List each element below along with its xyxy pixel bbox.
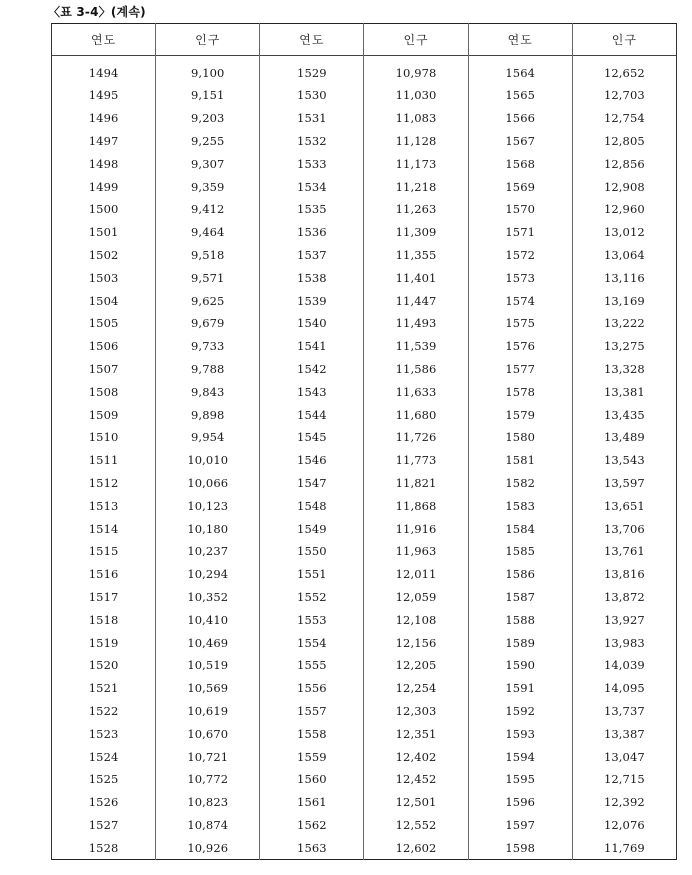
cell-year-3: 1586: [468, 563, 572, 586]
cell-population-2: 12,205: [364, 654, 468, 677]
cell-year-2: 1551: [260, 563, 364, 586]
cell-population-2: 11,539: [364, 335, 468, 358]
table-row: [52, 700, 677, 723]
header-population-2: 인구: [364, 24, 468, 56]
table-row: [52, 380, 677, 403]
cell-population-3: 13,012: [572, 221, 676, 244]
table-row: [52, 836, 677, 859]
cell-population-3: 13,064: [572, 244, 676, 267]
cell-population-1: 10,619: [156, 700, 260, 723]
cell-year-1: 1496: [52, 107, 156, 130]
cell-population-1: 10,066: [156, 472, 260, 495]
cell-population-2: 11,726: [364, 426, 468, 449]
cell-population-1: 9,100: [156, 56, 260, 85]
cell-year-2: 1562: [260, 814, 364, 837]
table-row: [52, 791, 677, 814]
cell-year-2: 1556: [260, 677, 364, 700]
cell-population-1: 9,679: [156, 312, 260, 335]
cell-population-1: 10,010: [156, 449, 260, 472]
cell-year-3: 1592: [468, 700, 572, 723]
cell-population-3: 13,983: [572, 631, 676, 654]
cell-population-1: 9,464: [156, 221, 260, 244]
cell-year-1: 1494: [52, 56, 156, 85]
table-row: [52, 677, 677, 700]
cell-year-2: 1540: [260, 312, 364, 335]
table-row: [52, 403, 677, 426]
cell-population-1: 9,625: [156, 289, 260, 312]
cell-population-2: 10,978: [364, 56, 468, 85]
cell-year-1: 1508: [52, 380, 156, 403]
cell-year-2: 1548: [260, 494, 364, 517]
cell-year-1: 1501: [52, 221, 156, 244]
cell-year-3: 1591: [468, 677, 572, 700]
cell-year-1: 1521: [52, 677, 156, 700]
cell-year-2: 1535: [260, 198, 364, 221]
cell-population-3: 13,489: [572, 426, 676, 449]
cell-population-3: 13,381: [572, 380, 676, 403]
header-year-3: 연도: [468, 24, 572, 56]
cell-year-3: 1571: [468, 221, 572, 244]
cell-population-2: 12,452: [364, 768, 468, 791]
cell-year-1: 1510: [52, 426, 156, 449]
table-row: [52, 244, 677, 267]
cell-population-2: 11,401: [364, 266, 468, 289]
cell-year-1: 1497: [52, 130, 156, 153]
table-row: [52, 312, 677, 335]
cell-year-1: 1515: [52, 540, 156, 563]
cell-year-2: 1543: [260, 380, 364, 403]
cell-year-3: 1577: [468, 358, 572, 381]
cell-year-2: 1546: [260, 449, 364, 472]
cell-population-3: 14,095: [572, 677, 676, 700]
cell-population-3: 12,960: [572, 198, 676, 221]
table-row: [52, 472, 677, 495]
header-population-3: 인구: [572, 24, 676, 56]
table-row: [52, 289, 677, 312]
cell-year-3: 1581: [468, 449, 572, 472]
cell-population-3: 13,872: [572, 586, 676, 609]
cell-year-3: 1570: [468, 198, 572, 221]
cell-year-2: 1563: [260, 836, 364, 859]
cell-population-2: 11,680: [364, 403, 468, 426]
cell-population-2: 11,083: [364, 107, 468, 130]
cell-year-1: 1499: [52, 175, 156, 198]
cell-population-1: 10,410: [156, 608, 260, 631]
cell-population-2: 11,030: [364, 84, 468, 107]
cell-year-1: 1518: [52, 608, 156, 631]
cell-population-1: 10,294: [156, 563, 260, 586]
cell-year-2: 1533: [260, 152, 364, 175]
cell-year-3: 1590: [468, 654, 572, 677]
cell-year-3: 1587: [468, 586, 572, 609]
cell-year-2: 1534: [260, 175, 364, 198]
cell-year-1: 1520: [52, 654, 156, 677]
table-row: [52, 335, 677, 358]
cell-population-3: 13,737: [572, 700, 676, 723]
cell-year-2: 1536: [260, 221, 364, 244]
cell-population-2: 12,552: [364, 814, 468, 837]
cell-year-2: 1529: [260, 56, 364, 85]
cell-population-3: 12,076: [572, 814, 676, 837]
table-row: [52, 56, 677, 85]
cell-population-2: 12,402: [364, 745, 468, 768]
table-row: [52, 358, 677, 381]
cell-year-3: 1584: [468, 517, 572, 540]
cell-year-1: 1502: [52, 244, 156, 267]
cell-population-2: 12,108: [364, 608, 468, 631]
cell-year-3: 1572: [468, 244, 572, 267]
cell-population-2: 11,493: [364, 312, 468, 335]
cell-year-2: 1558: [260, 722, 364, 745]
table-row: [52, 175, 677, 198]
cell-year-1: 1526: [52, 791, 156, 814]
cell-year-1: 1505: [52, 312, 156, 335]
header-year-2: 연도: [260, 24, 364, 56]
cell-population-3: 13,435: [572, 403, 676, 426]
cell-population-2: 11,586: [364, 358, 468, 381]
cell-population-1: 10,721: [156, 745, 260, 768]
cell-year-1: 1512: [52, 472, 156, 495]
cell-year-1: 1500: [52, 198, 156, 221]
cell-year-2: 1549: [260, 517, 364, 540]
cell-population-3: 12,703: [572, 84, 676, 107]
cell-year-1: 1522: [52, 700, 156, 723]
table-row: [52, 426, 677, 449]
table-row: [52, 494, 677, 517]
header-year-1: 연도: [52, 24, 156, 56]
cell-population-2: 11,128: [364, 130, 468, 153]
cell-population-3: 12,754: [572, 107, 676, 130]
cell-year-2: 1550: [260, 540, 364, 563]
cell-population-3: 11,769: [572, 836, 676, 859]
cell-year-2: 1560: [260, 768, 364, 791]
population-table-container: [51, 23, 677, 860]
cell-population-3: 14,039: [572, 654, 676, 677]
cell-year-1: 1506: [52, 335, 156, 358]
table-row: [52, 722, 677, 745]
cell-year-3: 1585: [468, 540, 572, 563]
cell-population-2: 11,773: [364, 449, 468, 472]
cell-population-3: 12,392: [572, 791, 676, 814]
table-row: [52, 221, 677, 244]
cell-year-3: 1574: [468, 289, 572, 312]
cell-population-2: 11,173: [364, 152, 468, 175]
cell-population-1: 10,823: [156, 791, 260, 814]
cell-year-3: 1568: [468, 152, 572, 175]
cell-population-1: 10,772: [156, 768, 260, 791]
table-header: [52, 24, 677, 56]
cell-population-3: 12,805: [572, 130, 676, 153]
table-row: [52, 814, 677, 837]
cell-population-1: 9,203: [156, 107, 260, 130]
cell-population-1: 9,788: [156, 358, 260, 381]
table-row: [52, 586, 677, 609]
cell-year-3: 1565: [468, 84, 572, 107]
cell-year-1: 1523: [52, 722, 156, 745]
cell-population-1: 10,926: [156, 836, 260, 859]
cell-population-3: 13,543: [572, 449, 676, 472]
cell-population-3: 13,222: [572, 312, 676, 335]
cell-year-1: 1517: [52, 586, 156, 609]
cell-population-1: 9,518: [156, 244, 260, 267]
table-row: [52, 654, 677, 677]
cell-year-3: 1575: [468, 312, 572, 335]
cell-year-3: 1593: [468, 722, 572, 745]
cell-population-2: 11,447: [364, 289, 468, 312]
cell-year-1: 1504: [52, 289, 156, 312]
cell-year-2: 1531: [260, 107, 364, 130]
table-row: [52, 768, 677, 791]
cell-year-3: 1569: [468, 175, 572, 198]
cell-population-3: 12,908: [572, 175, 676, 198]
cell-population-1: 9,255: [156, 130, 260, 153]
cell-population-3: 12,652: [572, 56, 676, 85]
cell-population-3: 13,761: [572, 540, 676, 563]
cell-year-1: 1503: [52, 266, 156, 289]
cell-population-3: 13,816: [572, 563, 676, 586]
table-row: [52, 745, 677, 768]
cell-population-3: 12,715: [572, 768, 676, 791]
cell-population-2: 12,501: [364, 791, 468, 814]
table-caption: 〈표 3-4〉(계속): [48, 5, 146, 19]
cell-year-1: 1513: [52, 494, 156, 517]
cell-year-2: 1557: [260, 700, 364, 723]
cell-year-2: 1544: [260, 403, 364, 426]
cell-population-2: 11,355: [364, 244, 468, 267]
cell-year-2: 1554: [260, 631, 364, 654]
table-row: [52, 84, 677, 107]
cell-year-2: 1539: [260, 289, 364, 312]
cell-population-3: 13,169: [572, 289, 676, 312]
cell-year-1: 1519: [52, 631, 156, 654]
cell-population-1: 10,237: [156, 540, 260, 563]
cell-population-2: 11,633: [364, 380, 468, 403]
cell-year-3: 1597: [468, 814, 572, 837]
cell-population-1: 10,569: [156, 677, 260, 700]
cell-population-1: 9,898: [156, 403, 260, 426]
cell-population-2: 12,602: [364, 836, 468, 859]
cell-year-3: 1566: [468, 107, 572, 130]
cell-year-1: 1516: [52, 563, 156, 586]
cell-year-1: 1507: [52, 358, 156, 381]
cell-year-2: 1537: [260, 244, 364, 267]
cell-year-3: 1598: [468, 836, 572, 859]
cell-population-1: 10,180: [156, 517, 260, 540]
header-row: [52, 24, 677, 56]
cell-population-2: 12,303: [364, 700, 468, 723]
cell-year-2: 1530: [260, 84, 364, 107]
cell-year-2: 1555: [260, 654, 364, 677]
table-row: [52, 152, 677, 175]
cell-year-3: 1596: [468, 791, 572, 814]
cell-year-1: 1527: [52, 814, 156, 837]
cell-year-3: 1573: [468, 266, 572, 289]
cell-year-3: 1583: [468, 494, 572, 517]
cell-population-1: 9,307: [156, 152, 260, 175]
cell-population-1: 10,352: [156, 586, 260, 609]
cell-year-2: 1553: [260, 608, 364, 631]
cell-year-3: 1582: [468, 472, 572, 495]
cell-year-3: 1576: [468, 335, 572, 358]
cell-population-1: 10,874: [156, 814, 260, 837]
table-row: [52, 198, 677, 221]
population-table: [51, 23, 677, 860]
cell-year-2: 1552: [260, 586, 364, 609]
cell-population-1: 10,469: [156, 631, 260, 654]
cell-population-1: 10,670: [156, 722, 260, 745]
table-body: [52, 56, 677, 860]
table-row: [52, 107, 677, 130]
cell-population-2: 11,263: [364, 198, 468, 221]
cell-population-2: 11,821: [364, 472, 468, 495]
cell-year-2: 1561: [260, 791, 364, 814]
cell-population-1: 10,123: [156, 494, 260, 517]
cell-year-2: 1547: [260, 472, 364, 495]
cell-year-3: 1579: [468, 403, 572, 426]
cell-population-1: 9,359: [156, 175, 260, 198]
cell-year-3: 1594: [468, 745, 572, 768]
cell-population-1: 9,733: [156, 335, 260, 358]
cell-population-2: 12,059: [364, 586, 468, 609]
cell-population-1: 9,412: [156, 198, 260, 221]
cell-population-2: 11,963: [364, 540, 468, 563]
cell-year-1: 1525: [52, 768, 156, 791]
cell-population-1: 9,571: [156, 266, 260, 289]
cell-year-3: 1595: [468, 768, 572, 791]
cell-year-2: 1545: [260, 426, 364, 449]
cell-population-3: 13,597: [572, 472, 676, 495]
table-row: [52, 517, 677, 540]
cell-year-2: 1559: [260, 745, 364, 768]
cell-population-3: 13,706: [572, 517, 676, 540]
cell-population-3: 13,927: [572, 608, 676, 631]
cell-population-2: 11,309: [364, 221, 468, 244]
cell-population-2: 11,218: [364, 175, 468, 198]
cell-population-2: 11,916: [364, 517, 468, 540]
cell-year-1: 1495: [52, 84, 156, 107]
header-population-1: 인구: [156, 24, 260, 56]
cell-year-1: 1514: [52, 517, 156, 540]
cell-population-2: 12,156: [364, 631, 468, 654]
cell-year-3: 1580: [468, 426, 572, 449]
cell-year-3: 1588: [468, 608, 572, 631]
cell-population-2: 12,254: [364, 677, 468, 700]
cell-population-3: 13,047: [572, 745, 676, 768]
cell-year-2: 1541: [260, 335, 364, 358]
table-row: [52, 608, 677, 631]
cell-population-3: 13,651: [572, 494, 676, 517]
cell-year-3: 1589: [468, 631, 572, 654]
cell-population-2: 11,868: [364, 494, 468, 517]
cell-year-2: 1538: [260, 266, 364, 289]
cell-year-1: 1511: [52, 449, 156, 472]
cell-population-2: 12,351: [364, 722, 468, 745]
cell-population-3: 12,856: [572, 152, 676, 175]
cell-population-2: 12,011: [364, 563, 468, 586]
cell-year-1: 1528: [52, 836, 156, 859]
table-row: [52, 266, 677, 289]
table-row: [52, 130, 677, 153]
table-row: [52, 449, 677, 472]
cell-population-1: 10,519: [156, 654, 260, 677]
cell-population-3: 13,116: [572, 266, 676, 289]
cell-year-3: 1578: [468, 380, 572, 403]
cell-year-1: 1509: [52, 403, 156, 426]
cell-population-1: 9,151: [156, 84, 260, 107]
cell-year-1: 1498: [52, 152, 156, 175]
cell-year-1: 1524: [52, 745, 156, 768]
cell-year-2: 1542: [260, 358, 364, 381]
cell-year-3: 1564: [468, 56, 572, 85]
cell-population-3: 13,275: [572, 335, 676, 358]
cell-population-3: 13,387: [572, 722, 676, 745]
table-row: [52, 631, 677, 654]
table-row: [52, 563, 677, 586]
table-row: [52, 540, 677, 563]
cell-population-1: 9,843: [156, 380, 260, 403]
cell-population-3: 13,328: [572, 358, 676, 381]
cell-year-2: 1532: [260, 130, 364, 153]
cell-year-3: 1567: [468, 130, 572, 153]
cell-population-1: 9,954: [156, 426, 260, 449]
